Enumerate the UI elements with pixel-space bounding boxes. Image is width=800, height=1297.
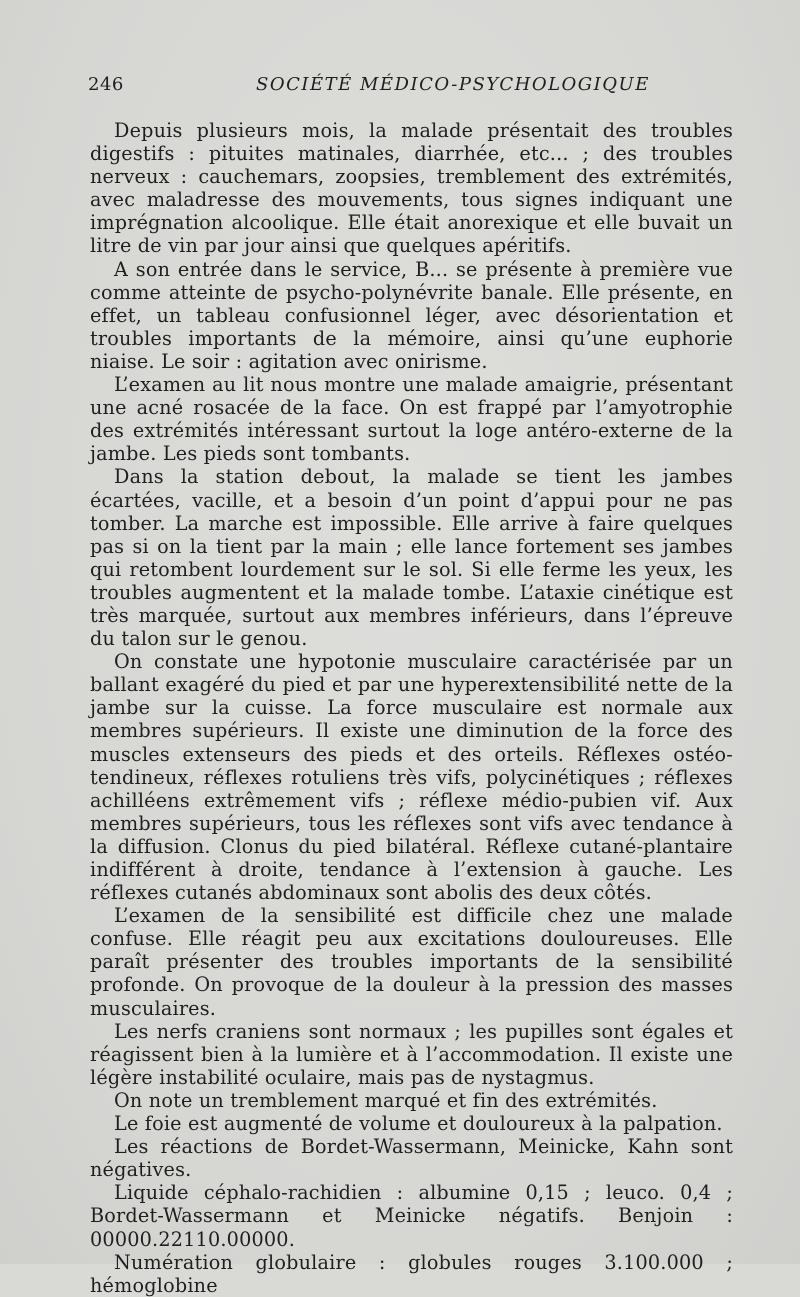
paragraph-cranial-nerves: Les nerfs craniens sont normaux ; les pupilles sont égales et réagissent bien à la lumière et à l’accommodation. Il existe une légère instabilité oculaire, mais pas de nystagmus. (90, 1019, 733, 1089)
paragraph-history: Depuis plusieurs mois, la malade présentait des troubles digestifs : pituites matinales, diarrhée, etc... ; des troubles nerveux : cauchemars, zoopsies, tremblement des extrémités, avec maladresse des mouvements, tous signes indiquant une imprégnation alcoolique. Elle était anorexique et elle buvait un litre de vin par jour ainsi que quelques apéritifs. (90, 119, 733, 258)
paragraph-reflexes: On constate une hypotonie musculaire caractérisée par un ballant exagéré du pied et par une hyperextensibilité nette de la jambe sur la cuisse. La force musculaire est normale aux membres supérieurs. Il existe une diminution de la force des muscles extenseurs des pieds et des orteils. Réflexes ostéo-tendineux, réflexes rotuliens très vifs, polycinétiques ; réflexes achilléens extrêmement vifs ; réflexe médio-pubien vif. Aux membres supérieurs, tous les réflexes sont vifs avec tendance à la diffusion. Clonus du pied bilatéral. Réflexe cutané-plantaire indifférent à droite, tendance à l’extension à gauche. Les réflexes cutanés abdominaux sont abolis des deux côtés. (90, 650, 733, 905)
body-text (90, 119, 733, 1297)
page-header (88, 74, 728, 104)
paragraph-liver: Le foie est augmenté de volume et douloureux à la palpation. (114, 1112, 723, 1136)
paragraph-csf: Liquide céphalo-rachidien : albumine 0,15 ; leuco. 0,4 ; Bordet-Wassermann et Meinicke négatifs. Benjoin : 00000.22110.00000. (90, 1181, 733, 1251)
paragraph-blood-count: Numération globulaire : globules rouges 3.100.000 ; hémoglobine (90, 1250, 733, 1297)
paragraph-bed-exam: L’examen au lit nous montre une malade amaigrie, présentant une acné rosacée de la face. On est frappé par l’amyotrophie des extrémités intéressant surtout la loge antéro-externe de la jambe. Les pieds sont tombants. (90, 373, 733, 466)
paragraph-standing: Dans la station debout, la malade se tient les jambes écartées, vacille, et a besoin d’un point d’appui pour ne pas tomber. La marche est impossible. Elle arrive à faire quelques pas si on la tient par la main ; elle lance fortement ses jambes qui retombent lourdement sur le sol. Si elle ferme les yeux, les troubles augmentent et la malade tombe. L’ataxie cinétique est très marquée, surtout aux membres inférieurs, dans l’épreuve du talon sur le genou. (90, 465, 733, 651)
paragraph-admission: A son entrée dans le service, B... se présente à première vue comme atteinte de psycho-polynévrite banale. Elle présente, en effet, un tableau confusionnel léger, avec désorientation et troubles importants de la mémoire, ainsi qu’une euphorie niaise. Le soir : agitation avec onirisme. (90, 257, 733, 373)
paragraph-serology: Les réactions de Bordet-Wassermann, Meinicke, Kahn sont négatives. (90, 1135, 733, 1182)
page-number: 246 (88, 74, 124, 95)
paragraph-sensibility: L’examen de la sensibilité est difficile chez une malade confuse. Elle réagit peu aux excitations douloureuses. Elle paraît présenter des troubles importants de la sensibilité profonde. On provoque de la douleur à la pression des masses musculaires. (90, 904, 733, 1020)
paragraph-tremor: On note un tremblement marqué et fin des extrémités. (114, 1088, 658, 1112)
running-title: SOCIÉTÉ MÉDICO-PSYCHOLOGIQUE (256, 74, 650, 95)
